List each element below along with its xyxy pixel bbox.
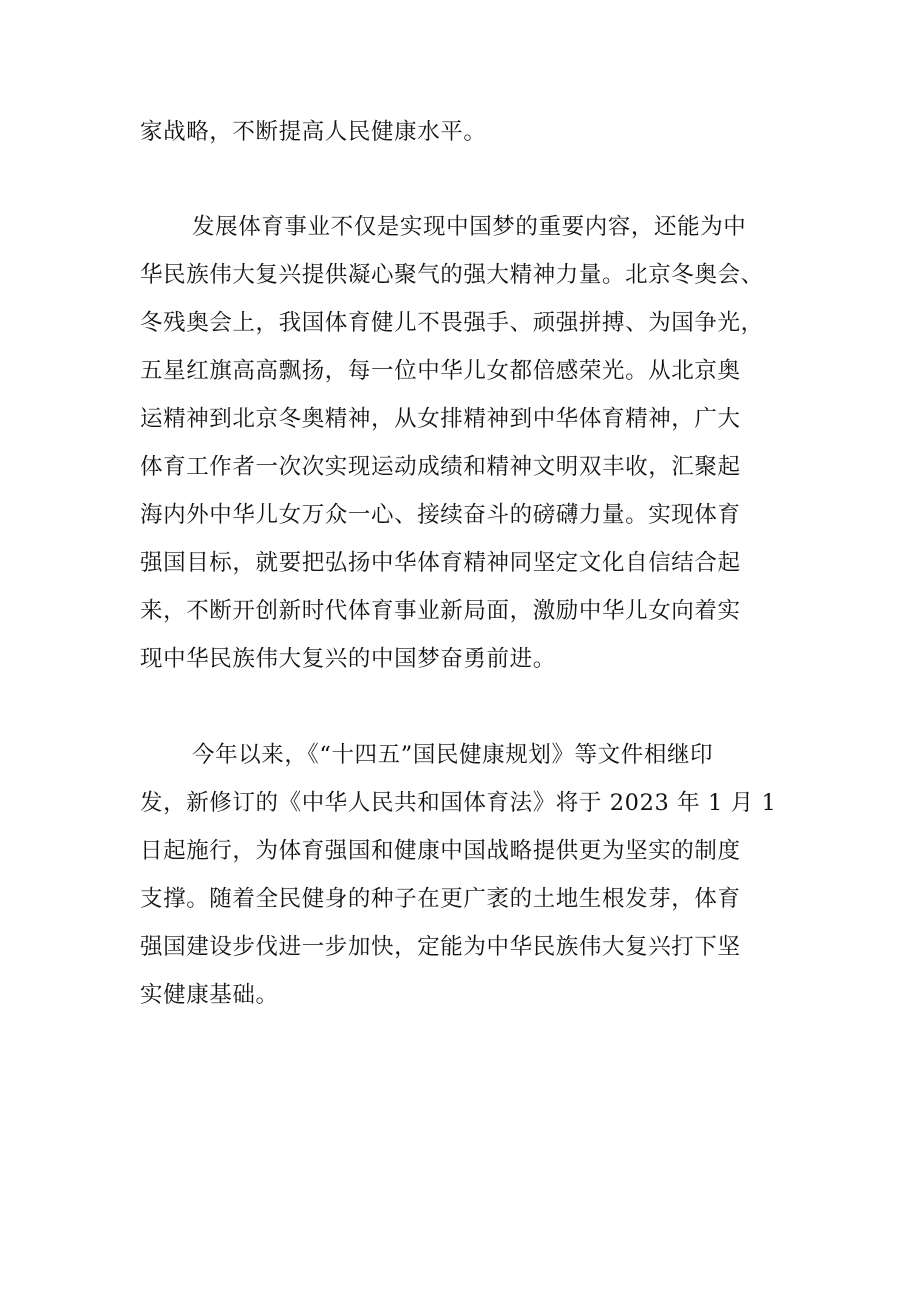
paragraph-2-line-8: 强国目标，就要把弘扬中华体育精神同坚定文化自信结合起 bbox=[140, 550, 741, 576]
paragraph-2-line-4: 五星红旗高高飘扬，每一位中华儿女都倍感荣光。从北京奥 bbox=[140, 358, 741, 384]
paragraph-3-line-1: 今年以来，《“十四五”国民健康规划》等文件相继印 bbox=[192, 742, 714, 768]
paragraph-3-line-2: 发，新修订的《中华人民共和国体育法》将于 2023 年 1 月 1 bbox=[140, 790, 777, 816]
paragraph-3-line-4: 支撑。随着全民健身的种子在更广袤的土地生根发芽，体育 bbox=[140, 886, 741, 912]
paragraph-3-line-5: 强国建设步伐进一步加快，定能为中华民族伟大复兴打下坚 bbox=[140, 934, 741, 960]
paragraph-2-line-6: 体育工作者一次次实现运动成绩和精神文明双丰收，汇聚起 bbox=[140, 454, 741, 480]
paragraph-3-line-6: 实健康基础。 bbox=[140, 982, 279, 1008]
paragraph-2-line-10: 现中华民族伟大复兴的中国梦奋勇前进。 bbox=[140, 646, 556, 672]
paragraph-2-line-5: 运精神到北京冬奥精神，从女排精神到中华体育精神，广大 bbox=[140, 406, 741, 432]
paragraph-2-line-7: 海内外中华儿女万众一心、接续奋斗的磅礴力量。实现体育 bbox=[140, 502, 741, 528]
paragraph-2-line-9: 来，不断开创新时代体育事业新局面，激励中华儿女向着实 bbox=[140, 598, 741, 624]
paragraph-1-line-1: 家战略，不断提高人民健康水平。 bbox=[140, 119, 487, 145]
paragraph-2-line-2: 华民族伟大复兴提供凝心聚气的强大精神力量。北京冬奥会、 bbox=[140, 262, 764, 288]
paragraph-2-line-3: 冬残奥会上，我国体育健儿不畏强手、顽强拼搏、为国争光， bbox=[140, 310, 764, 336]
paragraph-2-line-1: 发展体育事业不仅是实现中国梦的重要内容，还能为中 bbox=[192, 214, 747, 240]
paragraph-3-line-3: 日起施行，为体育强国和健康中国战略提供更为坚实的制度 bbox=[140, 838, 741, 864]
